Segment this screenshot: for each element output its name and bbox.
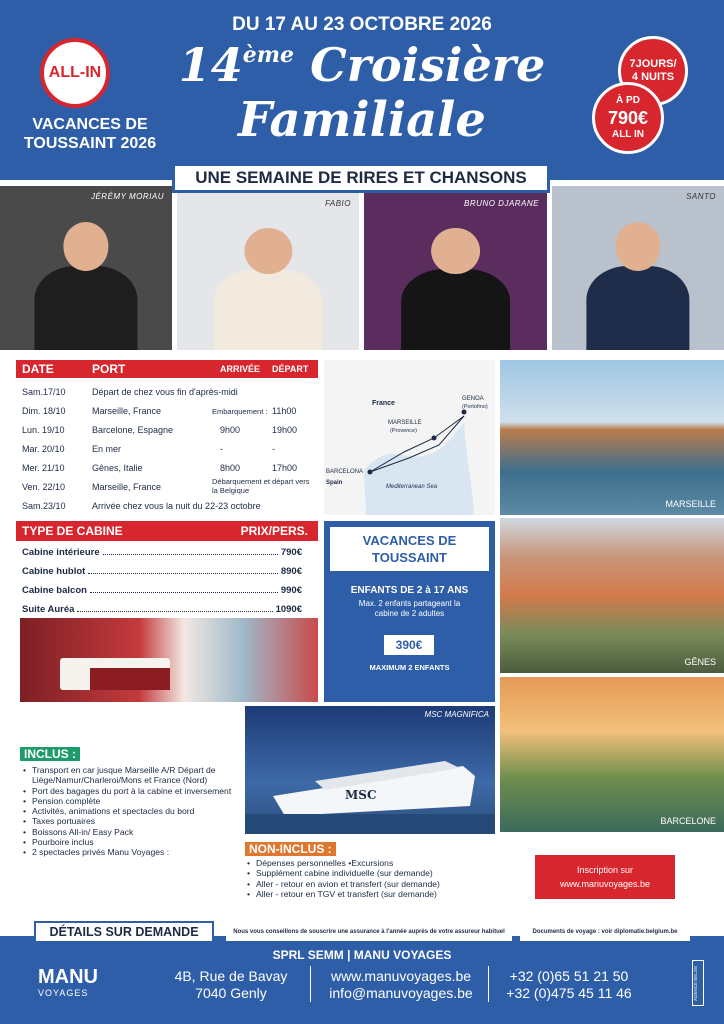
artist-name: SANTO (686, 192, 716, 201)
kids-price: 390€ (384, 635, 434, 655)
inclus-list (22, 765, 232, 858)
artist-name: JÉRÉMY MORIAU (90, 192, 164, 201)
row-date: Dim. 18/10 (22, 406, 66, 416)
cabin-name: Suite Auréa (22, 604, 75, 615)
phone-1[interactable]: +32 (0)65 51 21 50 (509, 968, 629, 984)
cabin-row (22, 566, 302, 577)
bed-runner (90, 668, 170, 690)
ship-graphic (245, 706, 495, 834)
row-departure: 17h00 (272, 463, 298, 473)
inclus-item: • Port des bagages du port à la cabine et inversement (22, 786, 232, 796)
map-graphic (324, 360, 495, 515)
artist-name: BRUNO DJARANE (464, 199, 539, 208)
inclus-item: • 2 spectacles privés Manu Voyages : (22, 847, 232, 857)
row-date: Sam.23/10 (22, 501, 66, 511)
signup-button[interactable] (535, 855, 675, 899)
phones (494, 968, 644, 1002)
row-arrival: 9h00 (220, 425, 241, 435)
cruise-dates: DU 17 AU 23 OCTOBRE 2026 (232, 14, 492, 35)
logo-manu: MANU (38, 966, 98, 988)
row-date: Sam.17/10 (22, 387, 66, 397)
row-port: Barcelone, Espagne (92, 425, 174, 435)
website-link[interactable]: www.manuvoyages.be (330, 968, 472, 984)
cabin-name: Cabine hublot (22, 566, 86, 577)
phone-2[interactable]: +32 (0)475 45 11 46 (506, 985, 632, 1001)
page-title-line2: Familiale (238, 92, 486, 148)
inclus-item: • Pourboire inclus (22, 837, 232, 847)
signup-link[interactable]: www.manuvoyages.be (559, 879, 651, 889)
row-port: Arrivée chez vous la nuit du 22-23 octobre (92, 501, 261, 511)
all-in-badge: ALL-IN (40, 38, 110, 108)
inclus-item: • Transport en car jusque Marseille A/R Départ de Liège/Namur/Charleroi/Mons et France (Nord) (22, 765, 232, 786)
address-line1: 4B, Rue de Bavay (174, 968, 288, 984)
price-badge-apd: À PD (616, 95, 640, 106)
row-port: Gênes, Italie (92, 463, 143, 473)
noninclus-item: • Supplément cabine individuelle (sur demande) (246, 868, 506, 878)
title-word: Croisière (310, 38, 546, 92)
noninclus-list (246, 858, 506, 899)
email-link[interactable]: info@manuvoyages.be (329, 985, 473, 1001)
row-port: En mer (92, 444, 122, 454)
noninclus-item: • Dépenses personnelles •Excursions (246, 858, 506, 868)
marseille-label: MARSEILLE (665, 499, 716, 509)
inclus-item: • Activités, animations et spectacles du bord (22, 806, 232, 816)
price-badge (592, 82, 664, 154)
row-date: Mer. 21/10 (22, 463, 65, 473)
cabin-row (22, 604, 302, 615)
cabin-photo (20, 618, 318, 702)
cabin-price: 790€ (280, 547, 302, 558)
row-arrival: Embarquement : (212, 407, 268, 416)
artist-name: FABIO (325, 199, 351, 208)
title-number: 14 (178, 38, 243, 92)
map-barcelona: BARCELONA (326, 469, 364, 475)
duration-days: 7JOURS/ (629, 58, 677, 70)
price-badge-value: 790€ (607, 108, 649, 128)
tagline: UNE SEMAINE DE RIRES ET CHANSONS (172, 163, 550, 193)
cabin-name: Cabine intérieure (22, 547, 100, 558)
col-port: PORT (92, 362, 126, 376)
vacances-line2: TOUSSAINT 2026 (23, 135, 157, 152)
genes-photo (500, 518, 724, 673)
docs-note: Documents de voyage : voir diplomatie.belgium.be (520, 923, 690, 941)
artist-photo-santo (552, 186, 724, 350)
kids-title-line1: VACANCES DE (362, 533, 457, 548)
route-map (324, 360, 495, 515)
map-spain: Spain (326, 480, 343, 486)
row-date: Lun. 19/10 (22, 425, 65, 435)
ship-logo: MSC (345, 788, 377, 802)
duration-nights: 4 NUITS (631, 71, 675, 83)
ship-label: MSC MAGNIFICA (424, 710, 489, 719)
genes-label: GÊNES (684, 657, 716, 667)
barcelone-label: BARCELONE (660, 816, 716, 826)
map-france: France (372, 400, 395, 407)
noninclus-item: • Aller - retour en TGV et transfert (sur demande) (246, 889, 506, 899)
kids-max: MAXIMUM 2 ENFANTS (369, 663, 450, 672)
cabin-price: 1090€ (275, 604, 302, 615)
details-label: DÉTAILS SUR DEMANDE (34, 921, 214, 943)
cabin-header (16, 521, 318, 541)
cabin-row (22, 585, 302, 596)
row-departure: 11h00 (272, 406, 297, 416)
row-date: Ven. 22/10 (22, 482, 66, 492)
company-name: SPRL SEMM | MANU VOYAGES (272, 948, 452, 962)
row-date: Mar. 20/10 (22, 444, 65, 454)
kids-note-line2: cabine de 2 adultes (374, 609, 445, 618)
row-departure: 19h00 (272, 425, 298, 435)
footer-divider (310, 966, 311, 1002)
map-marseille: MARSEILLE (388, 420, 422, 426)
vacances-label (10, 115, 170, 153)
inclus-item: • Taxes portuaires (22, 816, 232, 826)
cabin-price: 990€ (280, 585, 302, 596)
cabin-col-type: TYPE DE CABINE (22, 524, 123, 538)
row-port: Départ de chez vous fin d'après-midi (92, 387, 238, 397)
address-line2: 7040 Genly (195, 985, 267, 1001)
artist-photo-fabio (177, 193, 359, 350)
inclus-item: • Boissons All-in/ Easy Pack (22, 827, 232, 837)
map-portofino: (Portofino) (462, 404, 488, 410)
row-arrival: Débarquement et départ vers la Belgique (212, 477, 310, 495)
agency-badge: AGENCE BELGE (692, 960, 704, 1006)
signup-line1: Inscription sur (576, 865, 634, 875)
address (168, 968, 294, 1002)
footer-divider (488, 966, 489, 1002)
kids-title-line2: TOUSSAINT (372, 550, 447, 565)
vacances-line1: VACANCES DE (32, 116, 148, 133)
noninclus-title: NON-INCLUS : (245, 842, 336, 856)
logo-voyages: VOYAGES (38, 988, 89, 998)
cabin-row (22, 547, 302, 558)
kids-age: ENFANTS DE 2 à 17 ANS (350, 585, 469, 596)
itinerary-header (16, 360, 318, 378)
artist-photo-jeremy (0, 186, 172, 350)
cabin-col-price: PRIX/PERS. (240, 524, 308, 538)
col-date: DATE (22, 362, 54, 376)
row-arrival: - (220, 444, 223, 454)
barcelone-photo (500, 677, 724, 832)
inclus-title: INCLUS : (20, 747, 80, 761)
map-genoa: GENOA (462, 396, 484, 402)
artist-photo-bruno (364, 193, 547, 350)
row-port: Marseille, France (92, 406, 162, 416)
insurance-note: Nous vous conseillons de souscrire une assurance à l'année auprès de votre assureur habituel (226, 923, 512, 941)
marseille-photo (500, 360, 724, 515)
ship-photo (245, 706, 495, 834)
row-arrival: 8h00 (220, 463, 241, 473)
kids-offer-title (330, 527, 489, 571)
contact-web (318, 968, 484, 1002)
row-port: Marseille, France (92, 482, 162, 492)
price-badge-allin: ALL IN (611, 129, 645, 140)
title-superscript: ème (242, 42, 295, 68)
cabin-name: Cabine balcon (22, 585, 87, 596)
row-departure: - (272, 444, 275, 454)
col-departure: DÉPART (272, 364, 309, 374)
artist-figure (401, 228, 511, 350)
noninclus-item: • Aller - retour en avion et transfert (sur demande) (246, 879, 506, 889)
artist-figure (213, 228, 322, 350)
artist-figure (34, 222, 137, 350)
kids-offer-box (324, 521, 495, 702)
kids-note (324, 599, 495, 619)
inclus-item: • Pension complète (22, 796, 232, 806)
cabin-price: 890€ (280, 566, 302, 577)
kids-note-line1: Max. 2 enfants partageant la (358, 599, 461, 608)
map-sea: Mediterranean Sea (386, 484, 438, 490)
artist-figure (586, 222, 689, 350)
col-arrival: ARRIVÉE (220, 364, 261, 374)
map-provence: (Provence) (390, 428, 417, 434)
